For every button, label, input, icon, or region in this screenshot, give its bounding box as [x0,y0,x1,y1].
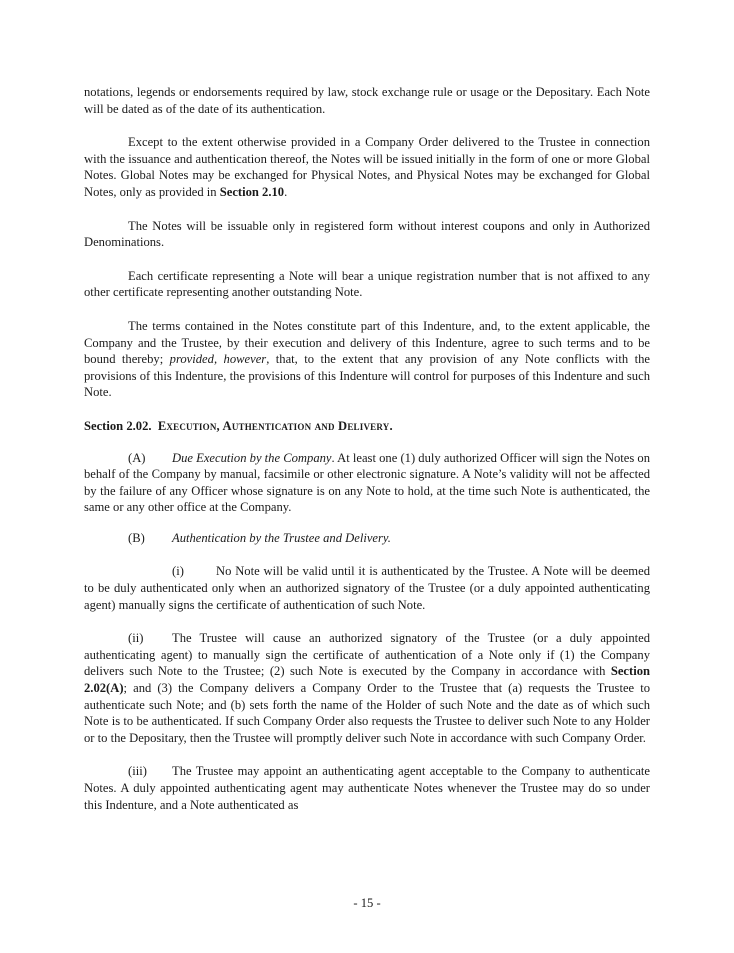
paragraph-text: The Notes will be issuable only in registered form without interest coupons and only in Authorized Denominations. [84,218,650,250]
section-reference: Section 2.10 [219,184,285,199]
paragraph-text: . At least one (1) duly authorized Officer will sign the Notes on behalf of the Company by manual, facsimile or other electronic signature. A Note’s validity will not be affected by the failure of any Officer whose signature is on any Note to hold, at the time such Note is authenticated, the same or any other office at the Company. [84,450,650,515]
paragraph-terms [84,318,650,401]
item-label: (ii) [128,631,144,646]
page-number: - 15 - [353,896,381,910]
section-title: Execution, Authentication and Delivery. [157,418,393,433]
paragraph-text: Each certificate representing a Note will bear a unique registration number that is not affixed to any other certificate representing another outstanding Note. [84,268,650,300]
paragraph-continuation [84,84,650,117]
subsection-label: (B) [128,530,145,545]
subsection-label: (A) [128,450,146,465]
italic-proviso: provided, however [169,352,267,367]
paragraph-text: , that, to the extent that any provision of any Note conflicts with the provisions of this Indenture, the provisions of this Indenture will control for purposes of this Indenture and such Note. [84,352,651,400]
paragraph-text: Except to the extent otherwise provided in a Company Order delivered to the Trustee in connection with the issuance and authentication thereof, the Notes will be issued initially in the form of one or more Global Notes. Global Notes may be exchanged for Physical Notes, and Physical Notes may be exchanged for Global Notes, only as provided in [84,135,650,199]
subsection-b [84,530,650,547]
section-heading [84,418,650,435]
section-number: Section 2.02. [84,418,152,433]
document-page [84,84,650,830]
subsection-a [84,450,650,516]
paragraph-registration-number [84,268,650,301]
item-text: No Note will be valid until it is authenticated by the Trustee. A Note will be deemed to be duly authenticated only when an authorized signatory of the Trustee (or a duly appointed authenticating agent) manually signs the certificate of authentication of such Note. [84,564,650,612]
item-ii [84,630,650,746]
item-i [84,563,650,613]
paragraph-text: . [284,184,288,199]
item-label: (i) [172,564,184,579]
paragraph-text: The terms contained in the Notes constitute part of this Indenture, and, to the extent applicable, the Company and the Trustee, by their execution and delivery of this Indenture, agree to such terms and to be bound thereby; [84,318,650,367]
item-text: ; and (3) the Company delivers a Company Order to the Trustee that (a) requests the Trustee to authenticate such Note; and (b) sets forth the name of the Holder of such Note and the date as of which such Note is to be authenticated. If such Company Order also requests the Trustee to deliver such Note to any Holder or to the Depositary, then the Trustee will promptly deliver such Note in accordance with such Company Order. [84,681,650,745]
item-text: The Trustee will cause an authorized signatory of the Trustee (or a duly appointed authenticating agent) to manually sign the certificate of authentication of a Note only if (1) the Company delivers such Note to the Trustee; (2) such Note is executed by the Company in accordance with [84,631,650,679]
subsection-title: Due Execution by the Company [172,450,332,465]
subsection-title-end: . [387,530,391,545]
paragraph-text: notations, legends or endorsements required by law, stock exchange rule or usage or the Depositary. Each Note will be dated as of the date of its authentication. [84,85,650,116]
paragraph-registered-form [84,218,650,251]
subsection-title: Authentication by the Trustee and Delivery [172,530,388,545]
item-text: The Trustee may appoint an authenticating agent acceptable to the Company to authenticate Notes. A duly appointed authenticating agent may authenticate Notes whenever the Trustee may do so under this Indenture, and a Note authenticated as [84,764,650,812]
paragraph-global-notes [84,134,650,200]
item-label: (iii) [128,764,147,779]
section-reference: Section 2.02(A) [84,664,650,696]
item-iii [84,763,650,813]
